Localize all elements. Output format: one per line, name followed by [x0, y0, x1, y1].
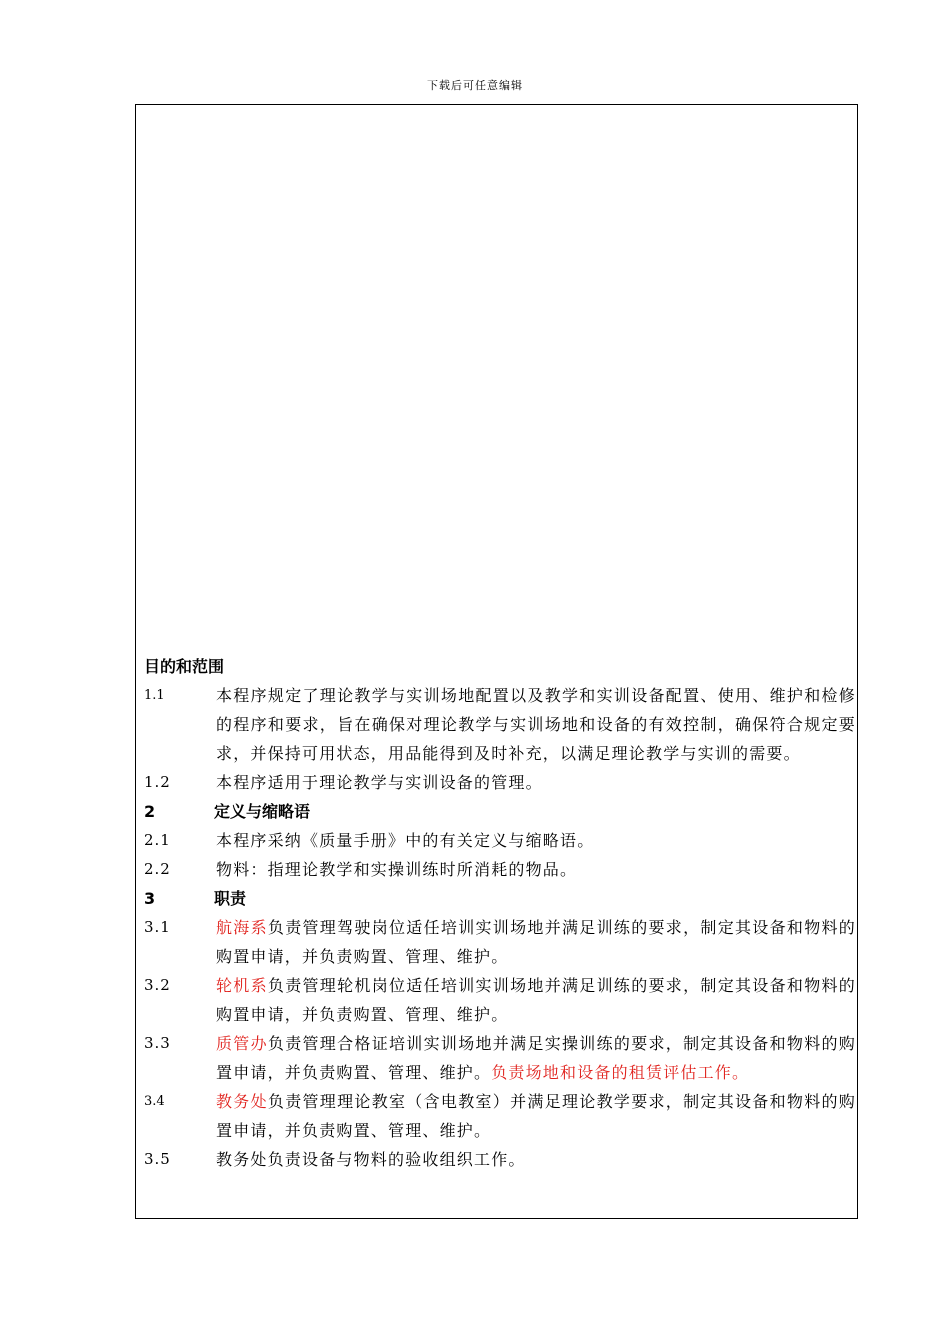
section-heading-responsibilities	[144, 884, 856, 913]
clause-text: 教务处负责设备与物料的验收组织工作。	[216, 1150, 526, 1169]
clause-number: 1.2	[144, 773, 171, 791]
clause-3-1	[144, 913, 856, 971]
section-title: 目的和范围	[144, 657, 225, 676]
clause-body: 负责管理理论教室（含电教室）并满足理论教学要求，制定其设备和物料的购置申请，并负责购置、管理、维护。	[216, 1092, 856, 1140]
clause-number: 1.1	[144, 688, 165, 703]
clause-text: 本程序适用于理论教学与实训设备的管理。	[216, 773, 543, 792]
clause-3-3	[144, 1029, 856, 1087]
clause-2-2	[144, 855, 856, 884]
clause-number: 2.1	[144, 831, 171, 849]
clause-text: 物料：指理论教学和实操训练时所消耗的物品。	[216, 860, 578, 879]
clause-3-4	[144, 1087, 856, 1145]
clause-text	[216, 913, 856, 971]
clause-text	[216, 1029, 856, 1087]
clause-text: 本程序采纳《质量手册》中的有关定义与缩略语。	[216, 831, 595, 850]
document-content	[144, 652, 856, 1174]
section-title: 定义与缩略语	[214, 802, 311, 821]
clause-3-5	[144, 1145, 856, 1174]
clause-body: 负责管理轮机岗位适任培训实训场地并满足训练的要求，制定其设备和物料的购置申请，并负责购置、管理、维护。	[216, 976, 856, 1024]
department-name: 教务处	[216, 1092, 268, 1111]
clause-body: 负责管理合格证培训实训场地并满足实操训练的要求，制定其设备和物料的购置申请，并负责购置、管理、维护。	[216, 1034, 856, 1082]
clause-number: 3.3	[144, 1034, 171, 1052]
clause-number: 3.2	[144, 976, 171, 994]
clause-2-1	[144, 826, 856, 855]
department-name: 轮机系	[216, 976, 268, 995]
clause-body: 负责管理驾驶岗位适任培训实训场地并满足训练的要求，制定其设备和物料的购置申请，并负责购置、管理、维护。	[216, 918, 856, 966]
clause-1-2	[144, 768, 856, 797]
clause-number: 3.5	[144, 1150, 171, 1168]
clause-number: 2.2	[144, 860, 171, 878]
section-heading-purpose	[144, 652, 856, 681]
clause-text: 本程序规定了理论教学与实训场地配置以及教学和实训设备配置、使用、维护和检修的程序和要求，旨在确保对理论教学与实训场地和设备的有效控制，确保符合规定要求，并保持可用状态，用品能得到及时补充，以满足理论教学与实训的需要。	[216, 686, 856, 763]
clause-number: 3.1	[144, 918, 171, 936]
clause-highlight: 负责场地和设备的租赁评估工作。	[491, 1063, 750, 1082]
page-header-note: 下载后可任意编辑	[427, 79, 523, 92]
clause-1-1	[144, 681, 856, 768]
department-name: 航海系	[216, 918, 268, 937]
section-number: 3	[144, 889, 156, 908]
clause-number: 3.4	[144, 1094, 165, 1109]
clause-text	[216, 1087, 856, 1145]
section-number: 2	[144, 802, 156, 821]
clause-text	[216, 971, 856, 1029]
department-name: 质管办	[216, 1034, 268, 1053]
section-heading-definitions	[144, 797, 856, 826]
clause-3-2	[144, 971, 856, 1029]
section-title: 职责	[214, 889, 247, 908]
